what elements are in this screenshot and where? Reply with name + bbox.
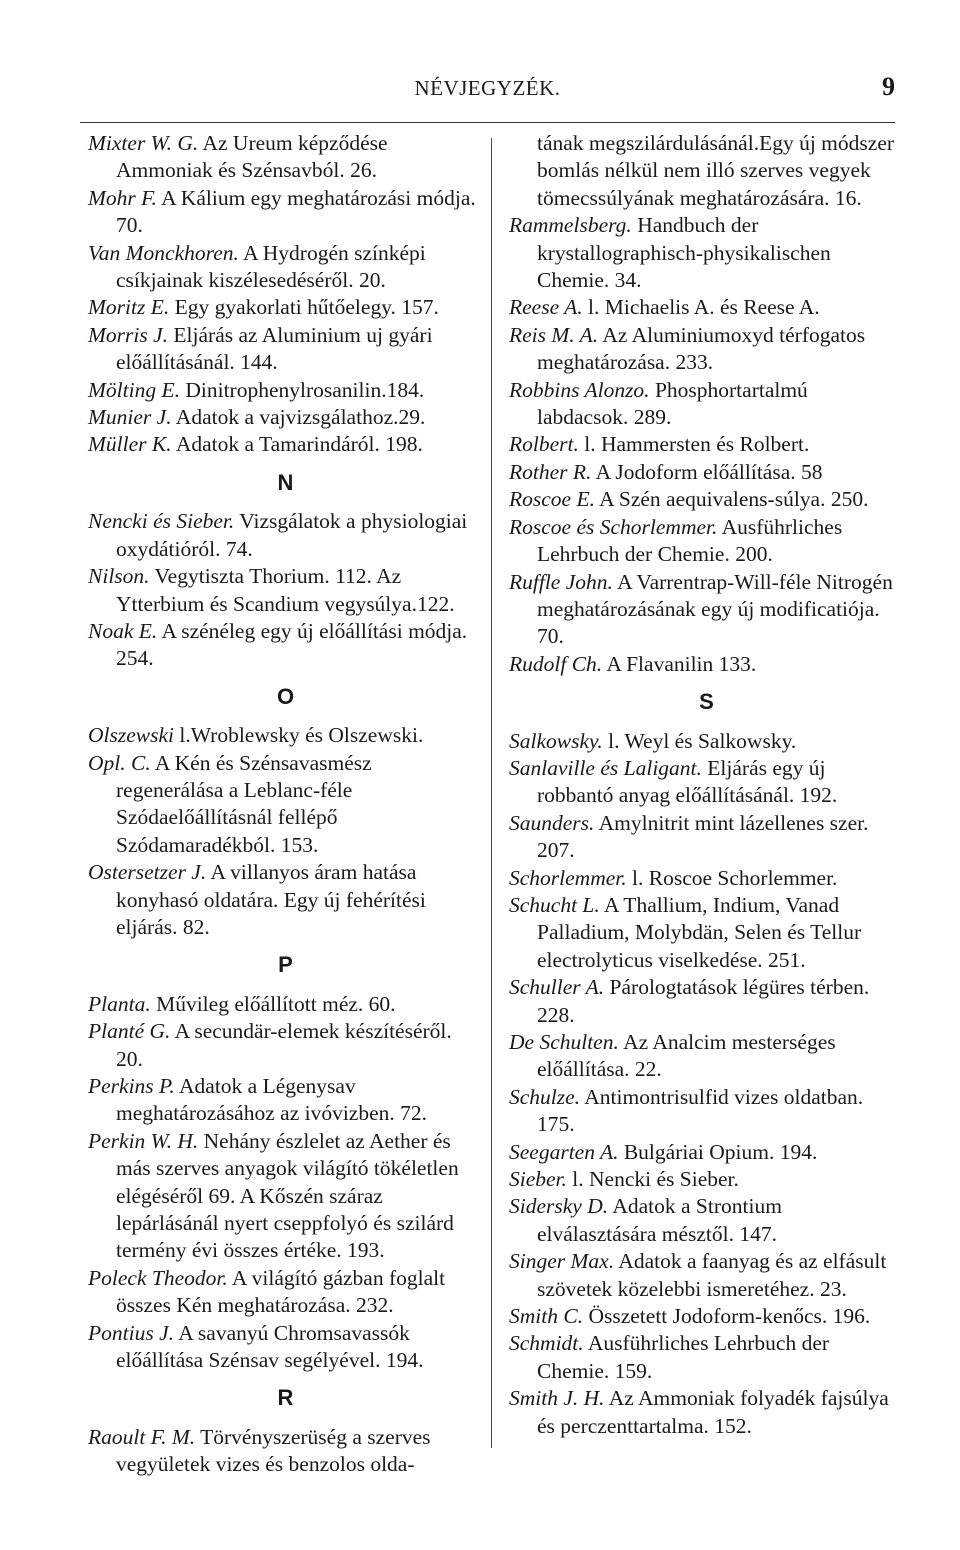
entry-author: Nilson. xyxy=(88,564,150,589)
index-entry xyxy=(88,130,483,185)
index-entry xyxy=(509,1084,904,1139)
entry-text: l. Hammersten és Rolbert. xyxy=(584,432,810,457)
entry-text: A Kálium egy meghatározási módja. 70. xyxy=(116,185,476,238)
index-entry xyxy=(88,377,483,404)
entry-text: l.Wroblewsky és Olszewski. xyxy=(179,723,424,748)
entry-text: Vegytiszta Thorium. 112. Az Ytterbium és Scandium vegysúlya.122. xyxy=(116,564,455,616)
entry-text: A Varrentrap-Will-féle Nitrogén meghatározásának egy új modificatiója. 70. xyxy=(537,569,893,649)
entry-author: Rother R. xyxy=(509,459,592,484)
index-entry xyxy=(88,240,483,295)
entry-text: Dinitrophenylrosanilin.184. xyxy=(185,377,425,402)
entry-author: Perkins P. xyxy=(88,1074,175,1098)
index-entry xyxy=(509,728,904,755)
entry-author: De Schulten. xyxy=(509,1030,619,1054)
index-entry xyxy=(509,212,904,294)
entry-author: Rudolf Ch. xyxy=(509,651,603,676)
index-entry xyxy=(88,1018,483,1073)
index-entry xyxy=(88,1424,483,1479)
entry-author: Planta. xyxy=(88,991,151,1016)
entry-author: Sieber. xyxy=(509,1167,567,1192)
entry-text: Adatok a Strontium elválasztására mésztől. 147. xyxy=(537,1194,782,1246)
entry-author: Schucht L. xyxy=(509,892,600,917)
entry-text: A szénéleg egy új előállítási módja. 254. xyxy=(116,618,468,671)
entry-author: Seegarten A. xyxy=(509,1139,619,1164)
entry-text: Antimontrisulfid vizes oldatban. 175. xyxy=(537,1084,864,1137)
entry-text: Egy gyakorlati hűtőelegy. 157. xyxy=(174,295,439,320)
entry-author: Poleck Theodor. xyxy=(88,1265,228,1290)
index-entry xyxy=(88,1265,483,1320)
entry-author: Sanlaville és Laligant. xyxy=(509,755,702,780)
index-entry xyxy=(88,563,483,618)
entry-author: Smith J. H. xyxy=(509,1386,605,1411)
index-entry xyxy=(509,974,904,1029)
entry-author: Salkowsky. xyxy=(509,728,603,753)
entry-text: A Thallium, Indium, Vanad Palladium, Molybdän, Selen és Tellur electrolyticus viselkedése. 251. xyxy=(537,892,862,972)
entry-text: Összetett Jodoform-kenőcs. 196. xyxy=(588,1304,871,1329)
entry-author: Schmidt. xyxy=(509,1331,584,1356)
index-entry xyxy=(509,810,904,865)
entry-author: Olszewski xyxy=(88,723,174,748)
index-entry xyxy=(509,569,904,651)
entry-author: Smith C. xyxy=(509,1304,584,1329)
entry-author: Rolbert. xyxy=(509,432,579,457)
entry-author: Noak E. xyxy=(88,618,158,643)
entry-text: l. Weyl és Salkowsky. xyxy=(608,728,797,753)
entry-text: l. Nencki és Sieber. xyxy=(572,1167,739,1192)
index-entry xyxy=(88,185,483,240)
entry-author: Mixter W. G. xyxy=(88,131,199,155)
section-letter: R xyxy=(277,1385,294,1411)
entry-author: Raoult F. M. xyxy=(88,1424,196,1449)
entry-author: Reis M. A. xyxy=(509,322,599,347)
index-entry xyxy=(88,750,483,860)
index-entry xyxy=(509,1029,904,1084)
entry-text: Adatok a faanyag és az elfásult szövetek közelebbi ismeretéhez. 23. xyxy=(537,1249,887,1301)
entry-author: Morris J. xyxy=(88,322,169,347)
entry-author: Moritz E. xyxy=(88,295,170,320)
index-entry xyxy=(509,892,904,974)
entry-text: Phosphortartalmú labdacsok. 289. xyxy=(537,377,808,430)
entry-author: Mölting E. xyxy=(88,377,180,402)
index-entry xyxy=(509,865,904,892)
entry-text: l. Roscoe Schorlemmer. xyxy=(632,865,838,890)
index-entry xyxy=(88,294,483,321)
entry-text: Handbuch der krystallographisch-physikalischen Chemie. 34. xyxy=(537,213,831,293)
entry-author: Rammelsberg. xyxy=(509,213,632,238)
index-entry xyxy=(509,514,904,569)
entry-text: A Jodoform előállítása. 58 xyxy=(595,459,823,484)
section-letter: N xyxy=(277,469,294,495)
index-entry xyxy=(509,1385,904,1440)
index-entry xyxy=(88,618,483,673)
header-rule xyxy=(80,122,895,123)
entry-text: A világító gázban foglalt összes Kén meghatározása. 232. xyxy=(116,1265,446,1318)
index-entry xyxy=(88,431,483,458)
entry-author: Robbins Alonzo. xyxy=(509,377,650,402)
index-entry xyxy=(509,294,904,321)
entry-text: Művileg előállított méz. 60. xyxy=(156,991,396,1016)
index-entry xyxy=(509,755,904,810)
entry-text: Vizsgálatok a physiologiai oxydátióról. 74. xyxy=(116,509,468,561)
entry-author: Munier J. xyxy=(88,405,172,430)
entry-author: Planté G. xyxy=(88,1019,171,1044)
left-column xyxy=(88,130,483,1479)
entry-author: Müller K. xyxy=(88,432,172,457)
index-entry xyxy=(509,1193,904,1248)
index-entry xyxy=(88,404,483,431)
index-entry xyxy=(509,1139,904,1166)
entry-text: Az Analcim mesterséges előállítása. 22. xyxy=(537,1030,836,1082)
entry-text: Adatok a Légenysav meghatározásához az ivóvizben. 72. xyxy=(116,1074,428,1126)
entry-author: Schulze. xyxy=(509,1084,581,1109)
index-entry xyxy=(88,859,483,941)
index-entry xyxy=(88,722,483,749)
entry-author: Schorlemmer. xyxy=(509,865,627,890)
entry-text: Az Aluminiumoxyd térfogatos meghatározása. 233. xyxy=(537,322,866,375)
index-entry xyxy=(88,1128,483,1265)
entry-text: Ausführliches Lehrbuch der Chemie. 159. xyxy=(537,1331,830,1383)
entry-author: Sidersky D. xyxy=(509,1194,609,1219)
index-entry xyxy=(509,459,904,486)
entry-author: Reese A. xyxy=(509,295,583,320)
entry-text: Párologtatások légüres térben. 228. xyxy=(537,975,870,1027)
index-entry xyxy=(509,377,904,432)
entry-text: A Flavanilin 133. xyxy=(606,651,757,676)
entry-text: l. Michaelis A. és Reese A. xyxy=(588,295,820,320)
section-letter: O xyxy=(276,683,295,709)
entry-text: Bulgáriai Opium. 194. xyxy=(623,1139,818,1164)
index-entry xyxy=(509,651,904,678)
entry-text: Törvényszerüség a szerves vegyületek vizes és benzolos olda- xyxy=(116,1424,431,1477)
entry-author: Singer Max. xyxy=(509,1249,615,1274)
entry-author: Roscoe és Schorlemmer. xyxy=(509,514,718,539)
entry-author: Saunders. xyxy=(509,810,595,835)
entry-author: Perkin W. H. xyxy=(88,1128,199,1153)
entry-text: A savanyú Chromsavassók előállítása Szénsav segélyével. 194. xyxy=(116,1320,424,1373)
index-entry xyxy=(509,1166,904,1193)
entry-text: Adatok a vajvizsgálathoz.29. xyxy=(175,405,426,430)
entry-author: Mohr F. xyxy=(88,185,157,210)
section-letter: S xyxy=(699,689,714,715)
page-header xyxy=(80,70,895,106)
index-entry xyxy=(509,431,904,458)
column-divider xyxy=(491,138,492,1448)
entry-author: Schuller A. xyxy=(509,975,605,1000)
index-entry xyxy=(88,991,483,1018)
entry-text: Ausführliches Lehrbuch der Chemie. 200. xyxy=(537,514,843,567)
index-entry xyxy=(88,1073,483,1128)
entry-text: A Hydrogén színképi csíkjainak kiszélesedéséről. 20. xyxy=(116,240,426,293)
entry-text: A Szén aequivalens-súlya. 250. xyxy=(599,487,869,512)
index-entry xyxy=(509,1330,904,1385)
page-number: 9 xyxy=(882,72,895,101)
section-letter: P xyxy=(278,952,293,978)
entry-author: Ruffle John. xyxy=(509,569,613,594)
index-entry xyxy=(509,1303,904,1330)
index-entry xyxy=(88,508,483,563)
entry-text: A Kén és Szénsavasmész regenerálása a Leblanc-féle Szódaelőállításnál fellépő Szódamaradékból. 153. xyxy=(116,750,372,857)
entry-text: Adatok a Tamarindáról. 198. xyxy=(175,432,423,457)
entry-text: A villanyos áram hatása konyhasó oldatára. Egy új fehérítési eljárás. 82. xyxy=(116,860,426,939)
index-entry xyxy=(509,1248,904,1303)
entry-author: Ostersetzer J. xyxy=(88,860,207,885)
entry-text: Nehány észlelet az Aether és más szerves anyagok világító tökéletlen elégéséről 69. A Kőszén száraz lepárlásánál nyert cseppfolyó és szilárd termény évi összes értéke. 193. xyxy=(116,1128,459,1263)
index-entry xyxy=(509,486,904,513)
index-entry xyxy=(509,322,904,377)
entry-text: A secundär-elemek készítéséről. 20. xyxy=(116,1019,452,1071)
running-title: NÉVJEGYZÉK. xyxy=(414,76,561,100)
entry-text: Eljárás az Aluminium uj gyári előállításánál. 144. xyxy=(116,322,433,375)
entry-author: Opl. C. xyxy=(88,750,151,775)
index-entry-continuation: tának megszilárdulásánál.Egy új módszer bomlás nélkül nem illó szerves vegyek tömecssúlyának meghatározására. 16. xyxy=(537,131,895,210)
entry-author: Nencki és Sieber. xyxy=(88,509,235,534)
index-entry xyxy=(88,322,483,377)
entry-text: Amylnitrit mint lázellenes szer. 207. xyxy=(537,810,869,863)
entry-text: Eljárás egy új robbantó anyag előállításánál. 192. xyxy=(537,755,838,808)
index-entry xyxy=(88,1320,483,1375)
entry-author: Van Monckhoren. xyxy=(88,240,239,265)
entry-text: Az Ammoniak folyadék fajsúlya és perczenttartalma. 152. xyxy=(537,1386,889,1438)
entry-author: Roscoe E. xyxy=(509,487,595,512)
entry-text: Az Ureum képződése Ammoniak és Szénsavból. 26. xyxy=(116,131,388,183)
entry-author: Pontius J. xyxy=(88,1320,174,1345)
right-column xyxy=(509,130,904,1440)
